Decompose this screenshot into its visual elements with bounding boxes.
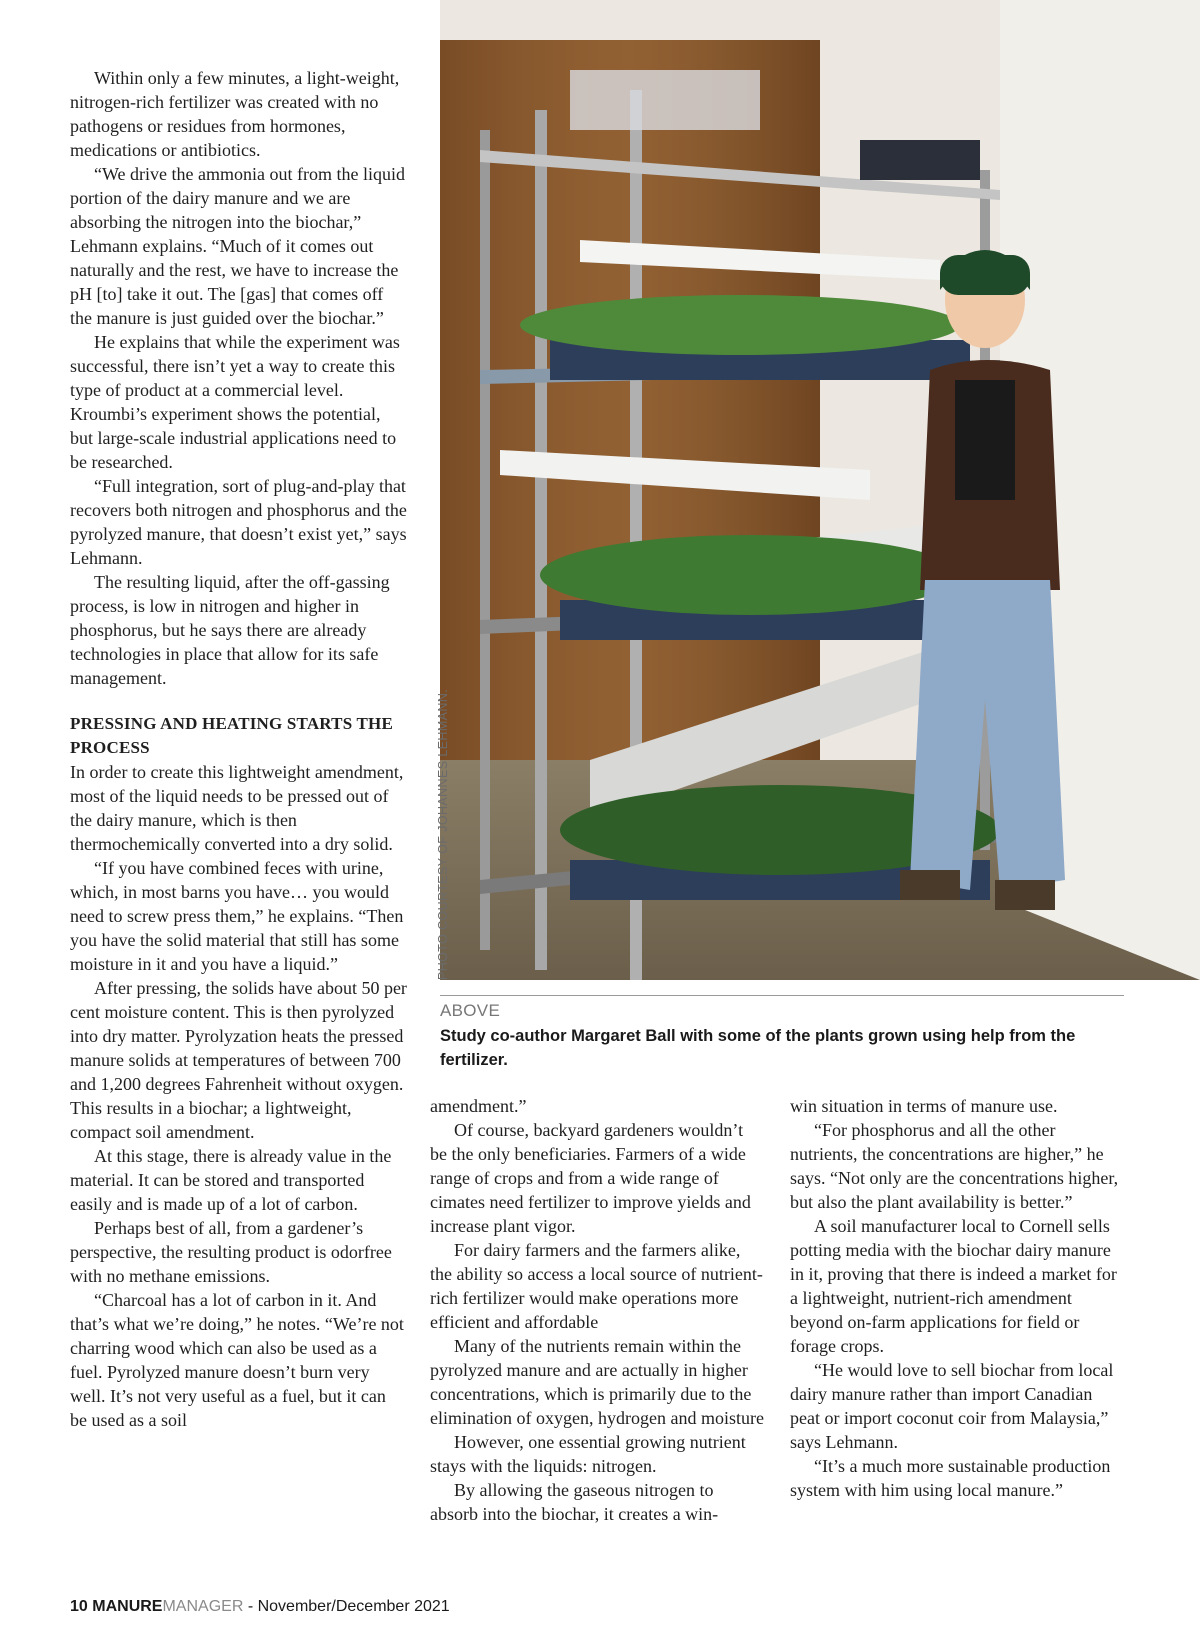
paragraph: “It’s a much more sustainable production system with him using local manure.” bbox=[790, 1456, 1111, 1500]
article-column-3 bbox=[790, 1094, 1124, 1502]
paragraph: Many of the nutrients remain within the pyrolyzed manure and are actually in higher concentrations, which is primarily due to the elimination of oxygen, hydrogen and moisture bbox=[430, 1336, 764, 1428]
paragraph: At this stage, there is already value in the material. It can be stored and transported easily and is made up of a lot of carbon. bbox=[70, 1146, 392, 1214]
article-photo bbox=[440, 0, 1200, 980]
paragraph: By allowing the gaseous nitrogen to absorb into the biochar, it creates a win- bbox=[430, 1480, 719, 1524]
photo-credit: PHOTO COURTESY OF JOHANNES LEHMANN. bbox=[436, 688, 450, 980]
caption-divider bbox=[440, 995, 1124, 996]
magazine-name-light: MANAGER bbox=[162, 1598, 244, 1615]
paragraph: For dairy farmers and the farmers alike, the ability so access a local source of nutrient-rich fertilizer would make operations more efficient and affordable bbox=[430, 1240, 763, 1332]
section-heading: PRESSING AND HEATING STARTS THE PROCESS bbox=[70, 714, 394, 757]
paragraph: Within only a few minutes, a light-weight, nitrogen-rich fertilizer was created with no pathogens or residues from hormones, medications or antibiotics. bbox=[70, 68, 400, 160]
photo-caption: Study co-author Margaret Ball with some of the plants grown using help from the fertilizer. bbox=[440, 1027, 1076, 1069]
paragraph: “If you have combined feces with urine, which, in most barns you have… you would need to screw press them,” he explains. “Then you have the solid material that still has some moisture in it and you have a liquid.” bbox=[70, 858, 404, 974]
paragraph: The resulting liquid, after the off-gassing process, is low in nitrogen and higher in phosphorus, but he says there are already technologies in place that allow for its safe management. bbox=[70, 572, 390, 688]
paragraph: After pressing, the solids have about 50 per cent moisture content. This is then pyrolyzed into dry matter. Pyrolyzation heats the pressed manure solids at temperatures of between 700 and 1,200 degrees Fahrenheit without oxygen. This results in a biochar; a lightweight, compact soil amendment. bbox=[70, 978, 407, 1142]
paragraph: “We drive the ammonia out from the liquid portion of the dairy manure and we are absorbing the nitrogen into the biochar,” Lehmann explains. “Much of it comes out naturally and the rest, we have to increase the pH [to] take it out. The [gas] that comes off the manure is just guided over the biochar.” bbox=[70, 164, 405, 328]
footer-separator: - bbox=[243, 1598, 258, 1615]
issue-date: November/December 2021 bbox=[257, 1598, 450, 1615]
paragraph: Perhaps best of all, from a gardener’s perspective, the resulting product is odorfree with no methane emissions. bbox=[70, 1218, 392, 1286]
page-number: 10 bbox=[70, 1598, 88, 1615]
article-column-2 bbox=[430, 1094, 764, 1526]
caption-label: ABOVE bbox=[440, 1001, 501, 1020]
paragraph: amendment.” bbox=[430, 1096, 527, 1116]
paragraph: Of course, backyard gardeners wouldn’t be the only beneficiaries. Farmers of a wide range of crops and from a wide range of cimates need fertilizer to improve yields and increase plant vigor. bbox=[430, 1120, 751, 1236]
article-column-1 bbox=[70, 66, 407, 1432]
paragraph: He explains that while the experiment was successful, there isn’t yet a way to create this type of product at a commercial level. Kroumbi’s experiment shows the potential, but large-scale industrial applications need to be researched. bbox=[70, 332, 400, 472]
magazine-name-bold: MANURE bbox=[92, 1598, 163, 1615]
paragraph: “Full integration, sort of plug-and-play that recovers both nitrogen and phosphorus and the pyrolyzed manure, that doesn’t exist yet,” says Lehmann. bbox=[70, 476, 407, 568]
paragraph: win situation in terms of manure use. bbox=[790, 1096, 1058, 1116]
paragraph: “Charcoal has a lot of carbon in it. And that’s what we’re doing,” he notes. “We’re not charring wood which can also be used as a fuel. Pyrolyzed manure doesn’t burn very well. It’s not very useful as a fuel, but it can be used as a soil bbox=[70, 1290, 404, 1430]
paragraph: “For phosphorus and all the other nutrients, the concentrations are higher,” he says. “Not only are the concentrations higher, but also the plant availability is better.” bbox=[790, 1120, 1119, 1212]
grow-shelf-photo-illustration bbox=[440, 0, 1200, 980]
paragraph: However, one essential growing nutrient stays with the liquids: nitrogen. bbox=[430, 1432, 746, 1476]
paragraph: “He would love to sell biochar from local dairy manure rather than import Canadian peat or import coconut coir from Malaysia,” says Lehmann. bbox=[790, 1360, 1114, 1452]
paragraph: In order to create this lightweight amendment, most of the liquid needs to be pressed out of the dairy manure, which is then thermochemically converted into a dry solid. bbox=[70, 762, 404, 854]
paragraph: A soil manufacturer local to Cornell sells potting media with the biochar dairy manure in it, proving that there is indeed a market for a lightweight, nutrient-rich amendment beyond on-farm applications for field or forage crops. bbox=[790, 1216, 1117, 1356]
page-footer bbox=[70, 1598, 450, 1616]
